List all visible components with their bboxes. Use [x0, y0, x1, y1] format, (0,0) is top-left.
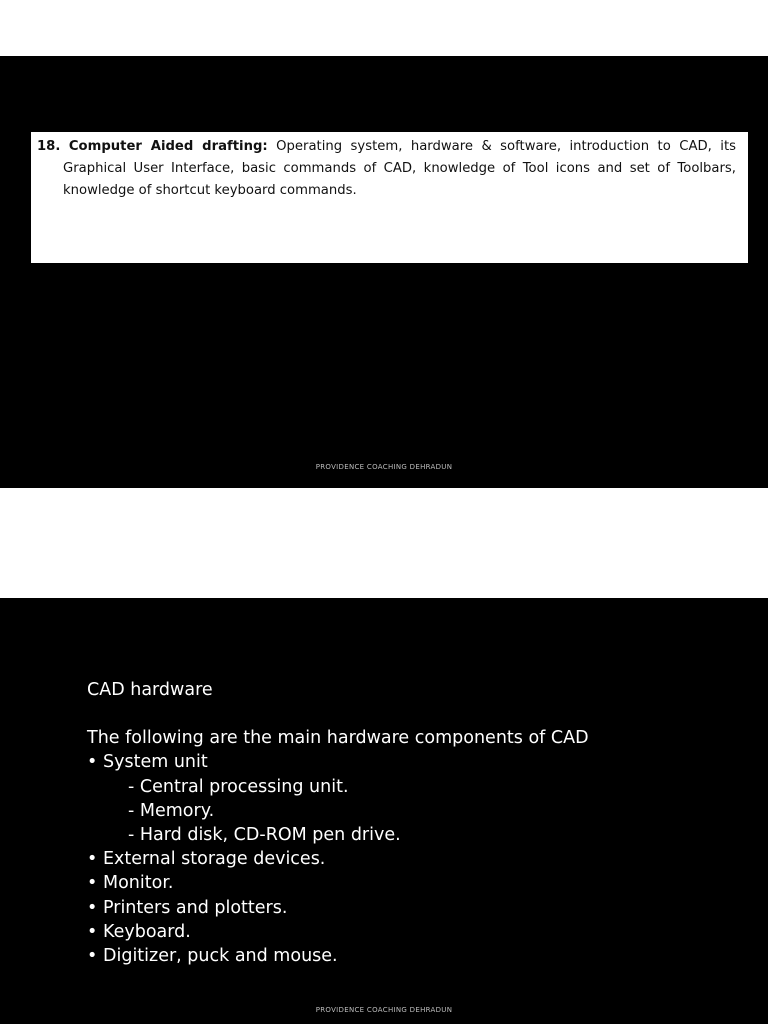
sub-list-item: - Memory. — [128, 799, 589, 823]
slide-footer: PROVIDENCE COACHING DEHRADUN — [315, 1006, 453, 1014]
list-item — [87, 920, 589, 944]
list-item-label: Monitor. — [103, 873, 174, 894]
list-item — [87, 871, 589, 895]
syllabus-number: 18. — [37, 139, 61, 154]
bullet-icon: • — [87, 946, 98, 967]
bullet-icon: • — [87, 752, 98, 773]
intro-text: The following are the main hardware components of CAD — [87, 728, 589, 749]
syllabus-topic-body: Operating system, hardware & software, introduction to CAD, its Graphical User Interface, basic commands of CAD, knowledge of Tool icons and set of Toolbars, knowledge of shortcut keyboard commands. — [63, 139, 736, 198]
list-item — [87, 896, 589, 920]
system-unit-sublist — [87, 775, 589, 848]
list-item — [87, 944, 589, 968]
bullet-icon: • — [87, 897, 98, 918]
list-item-label: System unit — [103, 752, 208, 773]
list-item-label: Digitizer, puck and mouse. — [103, 946, 338, 967]
sub-list-item: - Hard disk, CD-ROM pen drive. — [128, 823, 589, 847]
syllabus-paragraph — [37, 136, 736, 202]
slide-footer: PROVIDENCE COACHING DEHRADUN — [315, 463, 453, 471]
list-item — [87, 847, 589, 871]
bullet-icon: • — [87, 849, 98, 870]
list-item-label: Printers and plotters. — [103, 897, 288, 918]
slide-content — [87, 678, 589, 968]
slide-syllabus — [0, 56, 768, 488]
bullet-icon: • — [87, 873, 98, 894]
slide-heading: CAD hardware — [87, 680, 213, 700]
slide-cad-hardware — [0, 598, 768, 1024]
hardware-list — [87, 750, 589, 968]
list-item-label: Keyboard. — [103, 921, 191, 942]
list-item — [87, 750, 589, 847]
syllabus-text-box — [31, 132, 748, 263]
sub-list-item: - Central processing unit. — [128, 775, 589, 799]
list-item-label: External storage devices. — [103, 849, 326, 870]
bullet-icon: • — [87, 921, 98, 942]
syllabus-topic-title: Computer Aided drafting: — [68, 139, 268, 154]
